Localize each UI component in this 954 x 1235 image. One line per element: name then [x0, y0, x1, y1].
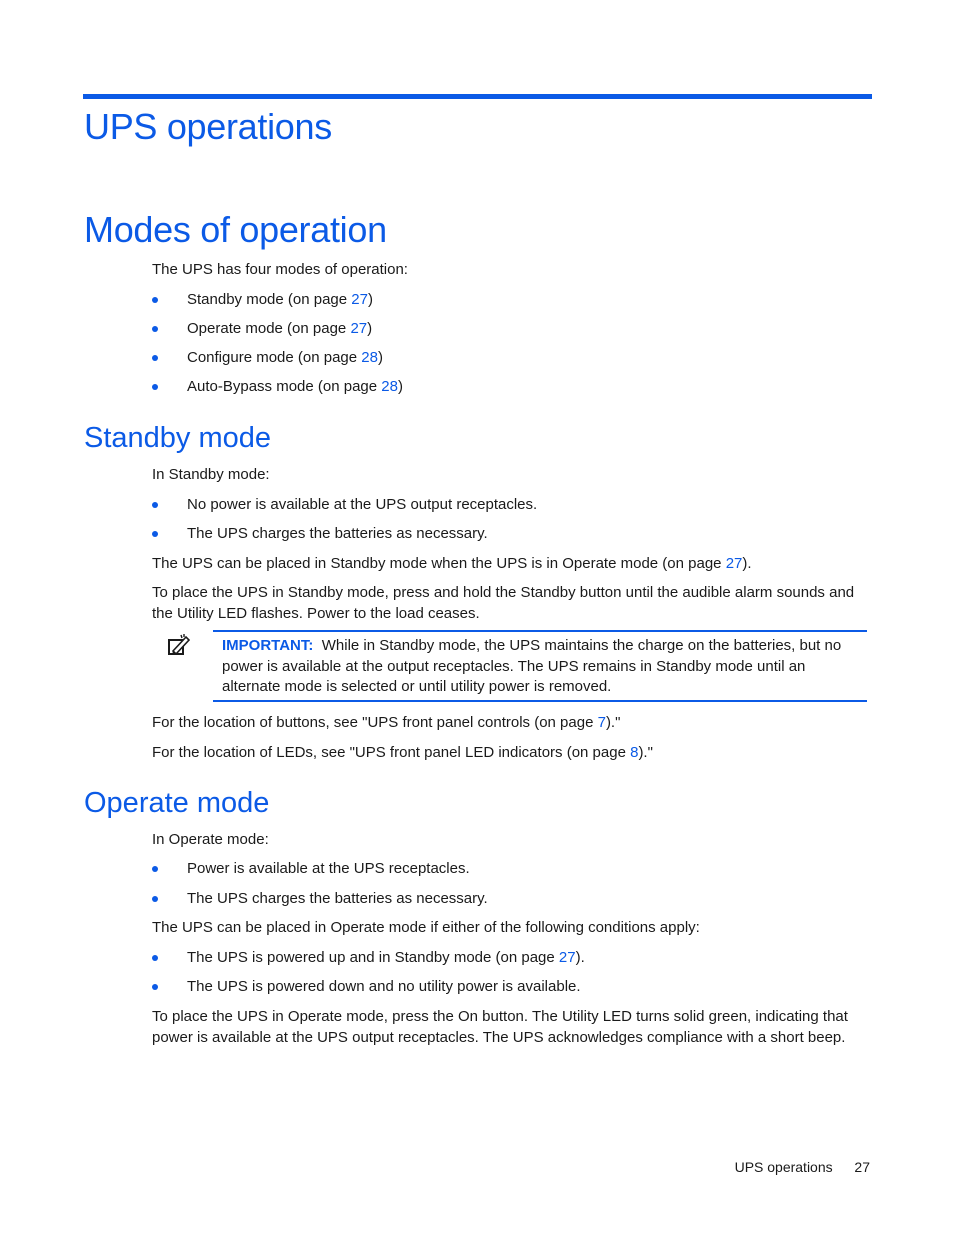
footer-section: UPS operations	[734, 1159, 833, 1175]
note-label: IMPORTANT:	[222, 637, 314, 654]
bullet-icon	[152, 955, 158, 961]
page-link[interactable]: 28	[361, 349, 378, 366]
page-link[interactable]: 7	[597, 714, 606, 731]
section-title-operate: Operate mode	[84, 787, 270, 819]
buttons-reference: For the location of buttons, see "UPS front panel controls (on page 7)."	[152, 714, 621, 731]
bullet-icon	[152, 297, 158, 303]
bullet-icon	[152, 326, 158, 332]
bullet-icon	[152, 355, 158, 361]
operate-intro: In Operate mode:	[152, 831, 269, 848]
bullet-icon	[152, 866, 158, 872]
page-link[interactable]: 27	[558, 949, 576, 966]
page-link[interactable]: 28	[381, 378, 398, 395]
bullet-icon	[152, 984, 158, 990]
standby-intro: In Standby mode:	[152, 466, 270, 483]
operate-paragraph-1: The UPS can be placed in Operate mode if either of the following conditions apply:	[152, 919, 700, 936]
bullet-icon	[152, 502, 158, 508]
important-note	[213, 630, 867, 702]
section-title-modes: Modes of operation	[84, 209, 387, 250]
note-body: IMPORTANT: While in Standby mode, the UPS maintains the charge on the batteries, but no power is available at the output receptacles. The UPS remains in Standby mode until an alternate mode is selected or until utility power is removed.	[222, 637, 842, 695]
page-link[interactable]: 27	[350, 320, 368, 337]
chapter-rule	[83, 94, 872, 99]
leds-reference: For the location of LEDs, see "UPS front panel LED indicators (on page 8)."	[152, 744, 653, 761]
section-title-standby: Standby mode	[84, 422, 272, 454]
modes-intro: The UPS has four modes of operation:	[152, 261, 408, 278]
bullet-icon	[152, 531, 158, 537]
page-link[interactable]: 27	[351, 291, 368, 308]
page-link[interactable]: 27	[725, 555, 743, 572]
operate-paragraph-2: To place the UPS in Operate mode, press the On button. The Utility LED turns solid green, indicating that power is available at the UPS output receptacles. The UPS acknowledges compliance with a short beep.	[152, 1008, 848, 1046]
page-footer	[600, 1158, 870, 1176]
page-link[interactable]: 8	[630, 744, 639, 761]
standby-paragraph-1: The UPS can be placed in Standby mode when the UPS is in Operate mode (on page 27).	[152, 555, 752, 572]
bullet-icon	[152, 384, 158, 390]
chapter-title: UPS operations	[84, 106, 332, 147]
important-note-icon	[167, 634, 191, 656]
bullet-icon	[152, 896, 158, 902]
footer-page-number: 27	[854, 1159, 870, 1175]
standby-paragraph-2: To place the UPS in Standby mode, press and hold the Standby button until the audible alarm sounds and the Utility LED flashes. Power to the load ceases.	[152, 584, 855, 622]
